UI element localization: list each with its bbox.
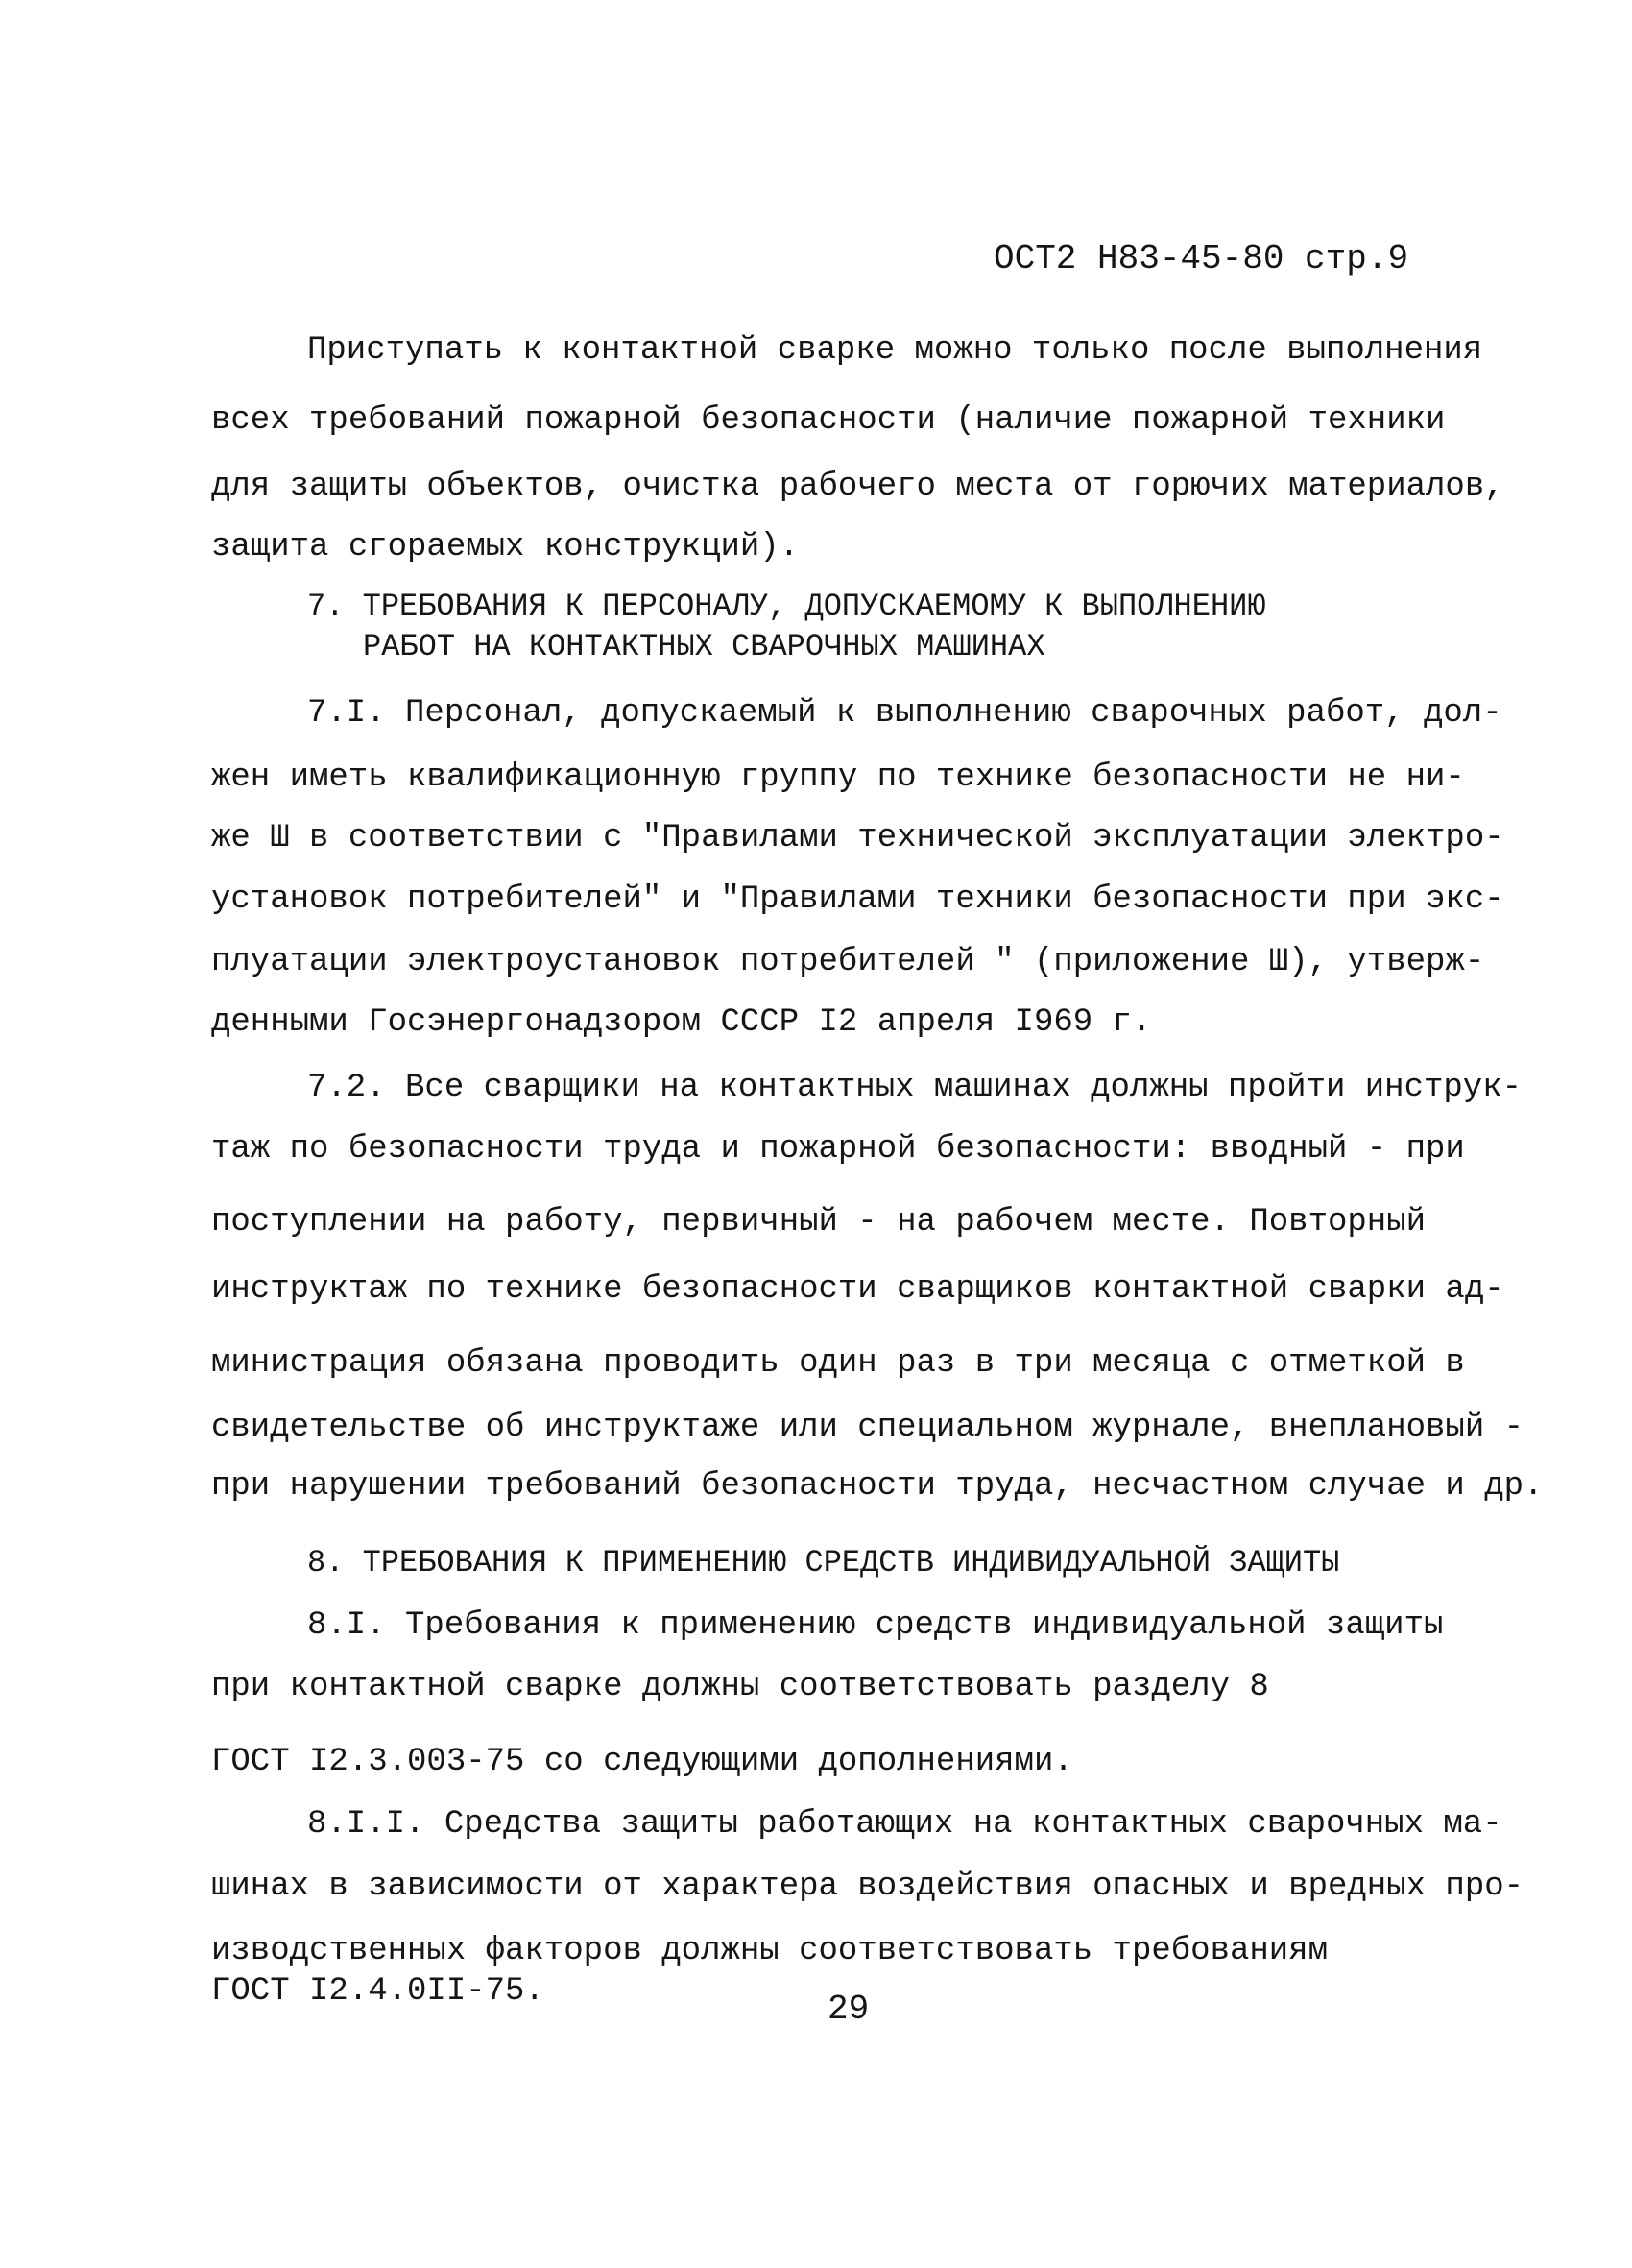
text-line: изводственных факторов должны соответствовать требованиям (211, 1933, 1328, 1969)
text-line: жен иметь квалификационную группу по технике безопасности не ни- (211, 760, 1465, 796)
text-line: установок потребителей" и "Правилами техники безопасности при экс- (211, 881, 1504, 918)
text-line: 7.2. Все сварщики на контактных машинах должны пройти инструк- (307, 1070, 1523, 1106)
text-line: поступлении на работу, первичный - на рабочем месте. Повторный (211, 1204, 1427, 1241)
text-line: плуатации электроустановок потребителей " (приложение Ш), утверж- (211, 944, 1485, 980)
text-line: всех требований пожарной безопасности (наличие пожарной техники (211, 402, 1446, 439)
text-line: при нарушении требований безопасности труда, несчастном случае и др. (211, 1468, 1544, 1505)
text-line: свидетельстве об инструктаже или специальном журнале, внеплановый - (211, 1410, 1524, 1446)
text-line: шинах в зависимости от характера воздействия опасных и вредных про- (211, 1869, 1524, 1905)
page-number: 29 (828, 1990, 870, 2029)
heading-line: 8. ТРЕБОВАНИЯ К ПРИМЕНЕНИЮ СРЕДСТВ ИНДИВИДУАЛЬНОЙ ЗАЩИТЫ (307, 1545, 1340, 1580)
heading-line: 7. ТРЕБОВАНИЯ К ПЕРСОНАЛУ, ДОПУСКАЕМОМУ К ВЫПОЛНЕНИЮ (307, 589, 1266, 624)
text-line: при контактной сварке должны соответствовать разделу 8 (211, 1669, 1269, 1705)
text-line: же Ш в соответствии с "Правилами технической эксплуатации электро- (211, 820, 1504, 857)
text-line: министрация обязана проводить один раз в три месяца с отметкой в (211, 1345, 1465, 1382)
text-line: защита сгораемых конструкций). (211, 529, 800, 566)
text-line: денными Госэнергонадзором СССР I2 апреля I969 г. (211, 1004, 1152, 1041)
text-line: ГОСТ I2.4.0II-75. (211, 1973, 544, 2010)
text-line: инструктаж по технике безопасности сварщиков контактной сварки ад- (211, 1271, 1504, 1308)
text-line: ГОСТ I2.3.003-75 со следующими дополнениями. (211, 1744, 1073, 1780)
text-line: для защиты объектов, очистка рабочего места от горючих материалов, (211, 469, 1504, 505)
text-line: таж по безопасности труда и пожарной безопасности: вводный - при (211, 1131, 1465, 1168)
document-code-header: ОСТ2 Н83-45-80 стр.9 (994, 239, 1409, 278)
text-line: 8.I.I. Средства защиты работающих на контактных сварочных ма- (307, 1806, 1502, 1843)
text-line: 8.I. Требования к применению средств индивидуальной защиты (307, 1607, 1444, 1644)
text-line: Приступать к контактной сварке можно только после выполнения (307, 332, 1483, 369)
text-line: 7.I. Персонал, допускаемый к выполнению сварочных работ, дол- (307, 695, 1502, 732)
heading-line: РАБОТ НА КОНТАКТНЫХ СВАРОЧНЫХ МАШИНАХ (363, 629, 1045, 664)
